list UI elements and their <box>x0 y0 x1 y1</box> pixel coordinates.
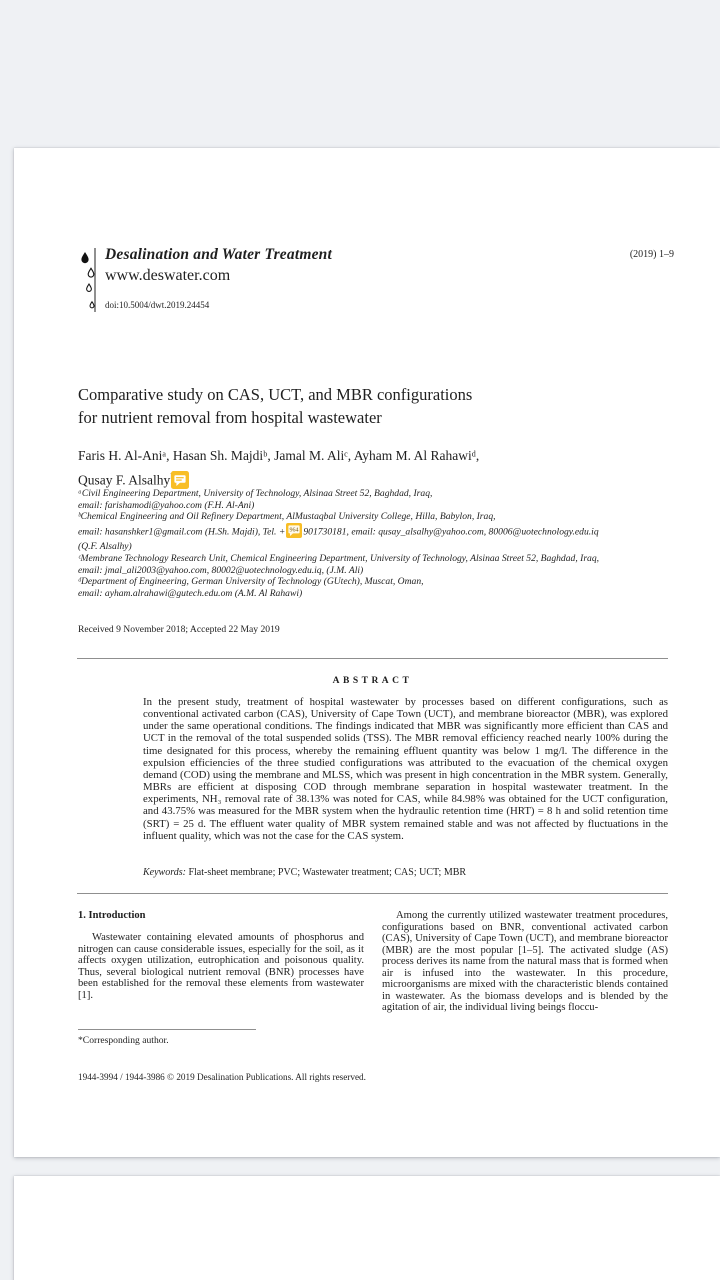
article-doi: doi:10.5004/dwt.2019.24454 <box>105 300 210 310</box>
intro-left-paragraph: Wastewater containing elevated amounts of phosphorus and nitrogen can cause considerable issues, especially for the soil, as it affects oxygen utilization, eutrophication and poisonous quality. Thus, several biological nutrient removal (BNR) processes have been established for the removal these elements from wastewater [1]. <box>78 932 364 1001</box>
document-page-2 <box>14 1176 720 1280</box>
affiliation-d-line1: ᵈDepartment of Engineering, German University of Technology (GUtech), Muscat, Oman, <box>78 576 424 588</box>
intro-right-paragraph: Among the currently utilized wastewater treatment procedures, configurations based on BNR, conventional activated carbon (CAS), University of Cape Town (UCT), and membrane bioreactor (MBR) are the most popular [1–5]. The activated sludge (AS) process derives its name from the natural mass that is formed when air is infused into the wastewater. In this procedure, microorganisms are mixed with the characteristic blends contained in wastewater. As the biomass develops and is blended by the agitation of air, the individual living beings floccu- <box>382 910 668 1013</box>
affiliation-d-line2: email: ayham.alrahawi@gutech.edu.om (A.M. Al Rahawi) <box>78 587 303 599</box>
highlight-annotation-icon[interactable] <box>286 523 302 542</box>
keywords-label: Keywords: <box>143 867 186 878</box>
article-title-line2: for nutrient removal from hospital wastewater <box>78 407 382 427</box>
affiliation-c-line2: email: jmal_ali2003@yahoo.com, 80002@uotechnology.edu.iq, (J.M. Ali) <box>78 564 364 576</box>
affiliation-b-line1: ᵇChemical Engineering and Oil Refinery Department, AlMustaqbal University College, Hilla, Babylon, Iraq, <box>78 511 496 523</box>
received-accepted-dates: Received 9 November 2018; Accepted 22 May 2019 <box>78 624 280 635</box>
abstract-top-rule <box>77 658 668 659</box>
affiliation-a-line2: email: farishamodi@yahoo.com (F.H. Al-Ani) <box>78 499 255 511</box>
affiliation-c-line1: ᶜMembrane Technology Research Unit, Chemical Engineering Department, University of Technology, Alsinaa Street 52, Baghdad, Iraq, <box>78 552 600 564</box>
authors-line2: Qusay F. Alsalhy <box>78 472 171 488</box>
comment-annotation-icon[interactable] <box>171 471 189 495</box>
document-page-1 <box>14 148 720 1157</box>
journal-droplets-logo-icon <box>77 247 101 313</box>
footnote-rule <box>78 1029 256 1030</box>
abstract-text: In the present study, treatment of hospital wastewater by processes based on different configurations, such as conventional activated carbon (CAS), University of Cape Town (UCT), and membrane bioreactor (MBR), was explored under the same operational conditions. The findings indicated that MBR was significantly more efficient than CAS and UCT in the removal of the total suspended solids (TSS). The MBR removal efficiency reached nearly 100% during the time designated for this process, whereby the remaining effluent quantity was below 1 mg/l. The difference in the expulsion efficiencies of the three studied configurations was attributed to the evacuation of the chemical oxygen demand (COD) using the membrane and MLSS, which was present in high concentration in the MBR system. Generally, MBRs are efficient at disposing COD through membrane separation in hospital wastewater treatment. In the experiments, NH₃ removal rate of 38.13% was noted for CAS, while 84.98% was obtained for the UCT configuration, and 43.75% was measured for the MBR system when the hydraulic retention time (HRT) = 8 h and solid retention time (SRT) = 25 d. The effluent water quality of MBR system remained stable and was not affected by fluctuations in the influent quality, which was not the case for the CAS system. <box>143 696 668 842</box>
affiliations-block <box>78 488 599 599</box>
article-title-line1: Comparative study on CAS, UCT, and MBR configurations <box>78 385 473 404</box>
keywords-line <box>143 867 466 878</box>
section-heading-introduction: 1. Introduction <box>78 910 146 921</box>
affiliation-b-line3: (Q.F. Alsalhy) <box>78 541 132 553</box>
abstract-heading: ABSTRACT <box>332 676 413 686</box>
journal-website: www.deswater.com <box>105 267 231 284</box>
tel-text-after: 901730181, email: qusay_alsalhy@yahoo.com, 80006@uotechnology.edu.iq <box>303 526 599 538</box>
abstract-bottom-rule <box>77 893 668 894</box>
covered-phone-digits: 964 <box>289 527 299 534</box>
issn-copyright-line: 1944-3994 / 1944-3986 © 2019 Desalination Publications. All rights reserved. <box>78 1072 366 1082</box>
article-title <box>78 384 472 429</box>
authors-line1: Faris H. Al-Aniᵃ, Hasan Sh. Majdiᵇ, Jamal M. Aliᶜ, Ayham M. Al Rahawiᵈ, <box>78 448 480 463</box>
intro-right-column <box>382 910 668 1014</box>
intro-left-column <box>78 932 364 1001</box>
corresponding-author-footnote: *Corresponding author. <box>78 1035 169 1046</box>
tel-text-before: email: hasanshker1@gmail.com (H.Sh. Majdi), Tel. + <box>78 526 286 538</box>
journal-name: Desalination and Water Treatment <box>105 246 333 263</box>
keywords-list: Flat-sheet membrane; PVC; Wastewater treatment; CAS; UCT; MBR <box>185 867 467 878</box>
affiliation-b-line2 <box>78 523 599 542</box>
journal-issue-pages: (2019) 1–9 <box>629 249 674 260</box>
affiliation-a-line1: ᵃCivil Engineering Department, University of Technology, Alsinaa Street 52, Baghdad, Iraq, <box>78 488 433 499</box>
